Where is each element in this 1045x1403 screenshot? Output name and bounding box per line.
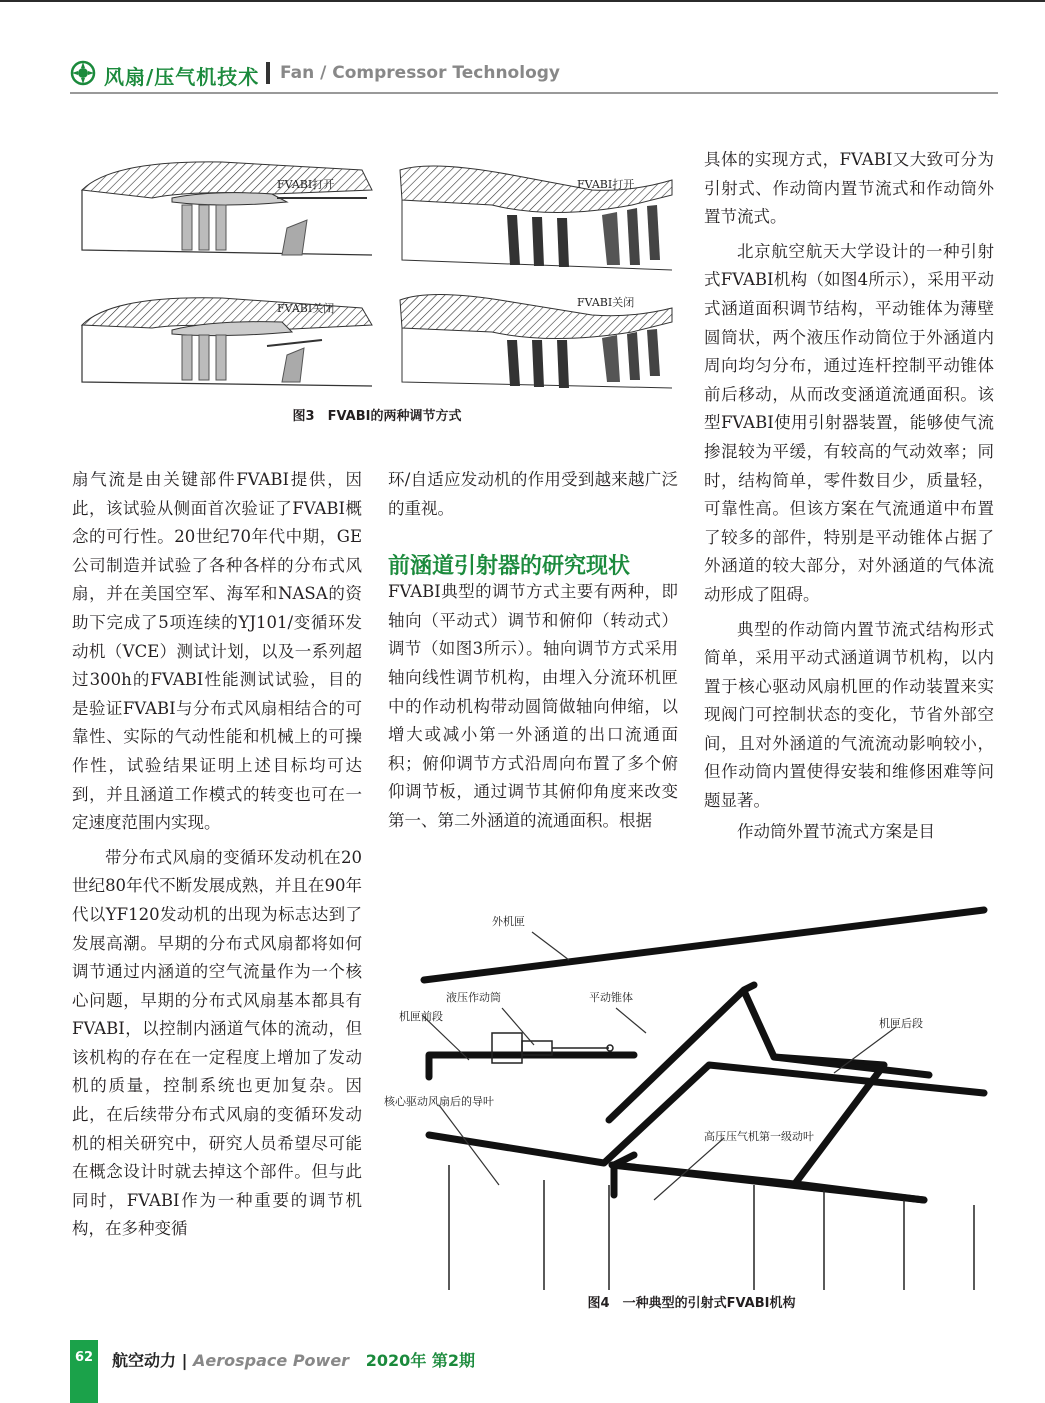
fig4-core-casing-line [429, 1065, 984, 1163]
fig4-label-front-casing: 机匣前段 [399, 1010, 443, 1023]
fig3-label-closed-1: FVABI关闭 [277, 302, 335, 315]
header-separator [266, 62, 270, 84]
section-title: 前涵道引射器的研究现状 [388, 554, 631, 580]
column-3 [704, 146, 994, 846]
col2-paragraph-2: FVABI典型的调节方式主要有两种，即轴向（平动式）调节和俯仰（转动式）调节（如图3所示）。轴向调节方式采用轴向线性调节机构，由埋入分流环机匣中的作动机构带动圆筒做轴向伸缩，以增大或减小第一外涵道的出口流通面积；俯仰调节方式沿周向布置了多个俯仰调节板，通过调节其俯仰角度来改变第一、第二外涵道的流通面积。根据 [388, 582, 678, 830]
fig3-label-closed-2: FVABI关闭 [577, 296, 635, 309]
fig3-panel-bottom-right [400, 294, 672, 388]
figure4-caption: 图4 一种典型的引射式FVABI机构 [587, 1296, 796, 1311]
footer-separator: | [181, 1351, 188, 1370]
page-number: 62 [74, 1350, 94, 1365]
fig3-panel-top-left [82, 162, 372, 255]
col3-paragraph-3: 典型的作动筒内置节流式结构形式简单，采用平动式涵道调节机构，以内置于核心驱动风扇机匣的作动装置来实现阀门可控制状态的变化，节省外部空间，且对外涵道的气流流动影响较小，但作动筒内置使得安装和维修困难等问题显著。 [704, 619, 994, 811]
top-rule [0, 0, 1045, 2]
journal-logo-icon [70, 60, 96, 86]
col3-paragraph-1: 具体的实现方式，FVABI又大致可分为引射式、作动筒内置节流式和作动筒外置节流式。 [704, 150, 994, 227]
fig4-label-core-fan-vane: 核心驱动风扇后的导叶 [384, 1095, 494, 1108]
fig3-panel-top-right [400, 166, 672, 270]
header-journal-en: Fan / Compressor Technology [280, 63, 560, 83]
fig3-label-open-2: FVABI打开 [577, 178, 635, 191]
col3-paragraph-4: 作动筒外置节流式方案是目 [737, 821, 935, 841]
fig4-label-rear-casing: 机匣后段 [879, 1017, 923, 1030]
column-2 [388, 466, 678, 836]
footer-journal-en: Aerospace Power [193, 1351, 350, 1370]
fig4-label-outer-casing: 外机匣 [492, 915, 525, 928]
fig4-label-translating-cone: 平动锥体 [589, 991, 633, 1004]
figure4-diagram [384, 895, 999, 1290]
figure3-diagram [72, 150, 682, 395]
footer-journal-cn: 航空动力 [112, 1351, 177, 1370]
fig4-label-hpc-rotor: 高压压气机第一级动叶 [704, 1130, 814, 1143]
header-rule [70, 92, 998, 94]
figure3-caption: 图3 FVABI的两种调节方式 [292, 409, 462, 424]
col2-paragraph-1: 环/自适应发动机的作用受到越来越广泛的重视。 [388, 470, 678, 518]
fig3-panel-bottom-left [82, 298, 372, 386]
footer-issue: 2020年 第2期 [365, 1351, 476, 1370]
col1-paragraph-2: 带分布式风扇的变循环发动机在20世纪80年代不断发展成熟，并且在90年代以YF120发动机的出现为标志达到了发展高潮。早期的分布式风扇都将如何调节通过内涵道的空气流量作为一个核心问题，早期的分布式风扇基本都具有FVABI，以控制内涵道气体的流动，但该机构的存在在一定程度上增加了发动机的质量，控制系统也更加复杂。因此，在后续带分布式风扇的变循环发动机的相关研究中，研究人员希望尽可能在概念设计时就去掉这个部件。但与此同时，FVABI作为一种重要的调节机构，在多种变循 [72, 847, 362, 1239]
fig4-front-casing-line [429, 1055, 634, 1077]
fig4-label-hydraulic-cylinder: 液压作动筒 [446, 991, 501, 1004]
col1-paragraph-1: 扇气流是由关键部件FVABI提供，因此，该试验从侧面首次验证了FVABI概念的可行性。20世纪70年代中期，GE公司制造并试验了各种各样的分布式风扇，并在美国空军、海军和NASA的资助下完成了5项连续的YJ101/变循环发动机（VCE）测试计划，以及一系列超过300h的FVABI性能测试试验，目的是验证FVABI与分布式风扇相结合的可靠性、实际的气动性能和机械上的可操作性，试验结果证明上述目标均可达到，并且涵道工作模式的转变也可在一定速度范围内实现。 [72, 470, 362, 833]
column-1 [72, 466, 362, 1244]
header-journal-cn: 风扇/压气机技术 [104, 65, 260, 89]
fig3-label-open-1: FVABI打开 [277, 178, 335, 191]
footer-journal [112, 1348, 475, 1371]
page-header [70, 58, 1000, 94]
col3-paragraph-2: 北京航空航天大学设计的一种引射式FVABI机构（如图4所示），采用平动式涵道面积调节结构，平动锥体为薄壁圆筒状，两个液压作动筒位于外涵道内周向均匀分布，通过连杆控制平动锥体前后移动，从而改变涵道流通面积。该型FVABI使用引射器装置，能够使气流掺混较为平缓，有较高的气动效率；同时，结构简单，零件数目少，质量轻，可靠性高。但该方案在气流通道中布置了较多的部件，特别是平动锥体占据了外涵道的较大部分，对外涵道的气体流动形成了阻碍。 [704, 241, 994, 604]
